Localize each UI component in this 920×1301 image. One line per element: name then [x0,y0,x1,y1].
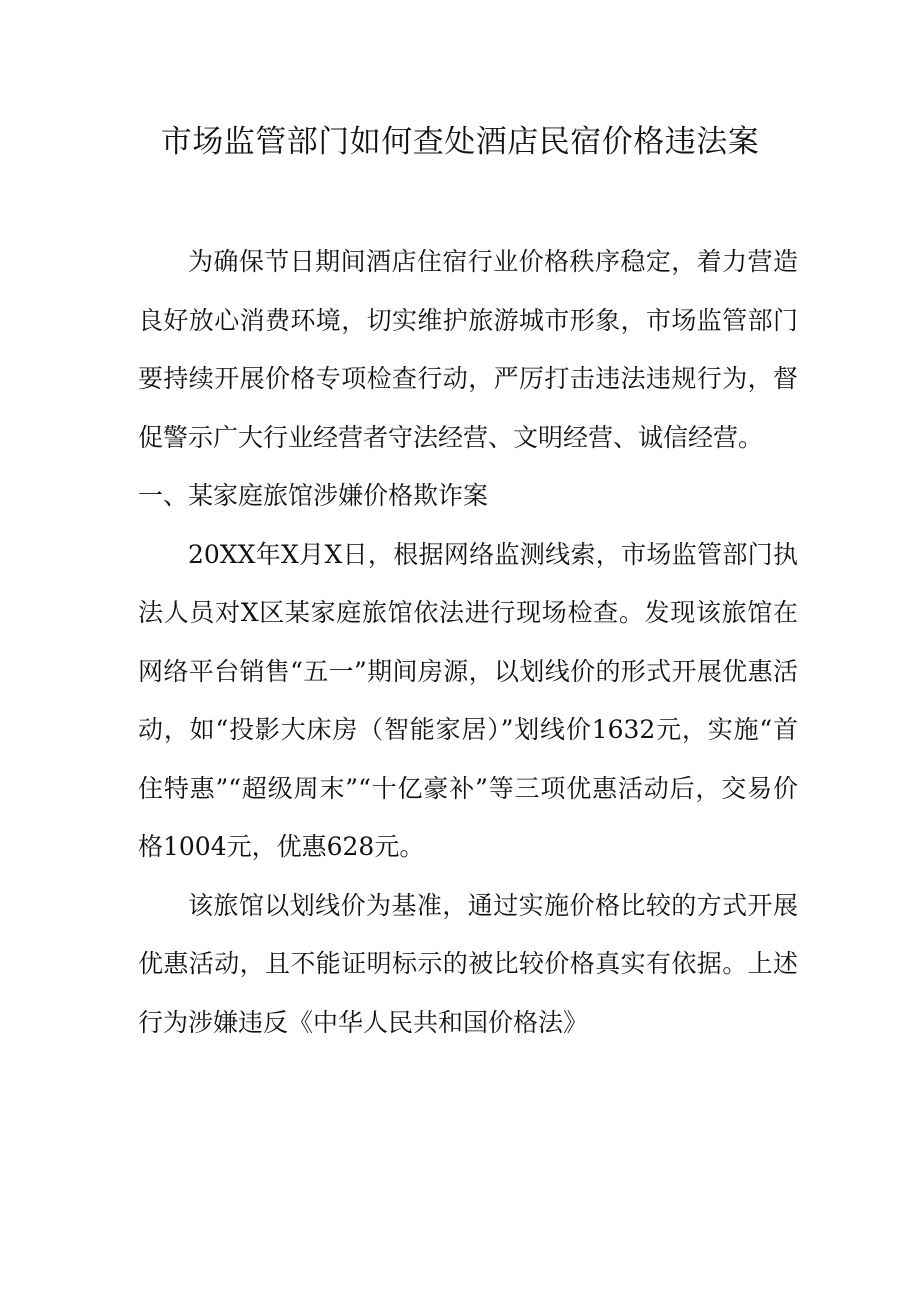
section-heading-1: 一、某家庭旅馆涉嫌价格欺诈案 [138,481,489,510]
case-facts-paragraph: 20XX年X月X日，根据网络监测线索，市场监管部门执法人员对X区某家庭旅馆依法进行现场检查。发现该旅馆在网络平台销售“五一”期间房源，以划线价的形式开展优惠活动，如“投影大床房（智能家居）”划线价1632元，实施“首住特惠”“超级周末”“十亿豪补”等三项优惠活动后，交易价格1004元，优惠628元。 [138,539,798,861]
case-analysis-paragraph: 该旅馆以划线价为基准，通过实施价格比较的方式开展优惠活动，且不能证明标示的被比较价格真实有依据。上述行为涉嫌违反《中华人民共和国价格法》 [138,890,798,1037]
intro-paragraph: 为确保节日期间酒店住宿行业价格秩序稳定，着力营造良好放心消费环境，切实维护旅游城市形象，市场监管部门要持续开展价格专项检查行动，严厉打击违法违规行为，督促警示广大行业经营者守法经营、文明经营、诚信经营。 [138,247,798,452]
document-title: 市场监管部门如何查处酒店民宿价格违法案 [160,124,760,160]
document-body [138,233,798,1052]
